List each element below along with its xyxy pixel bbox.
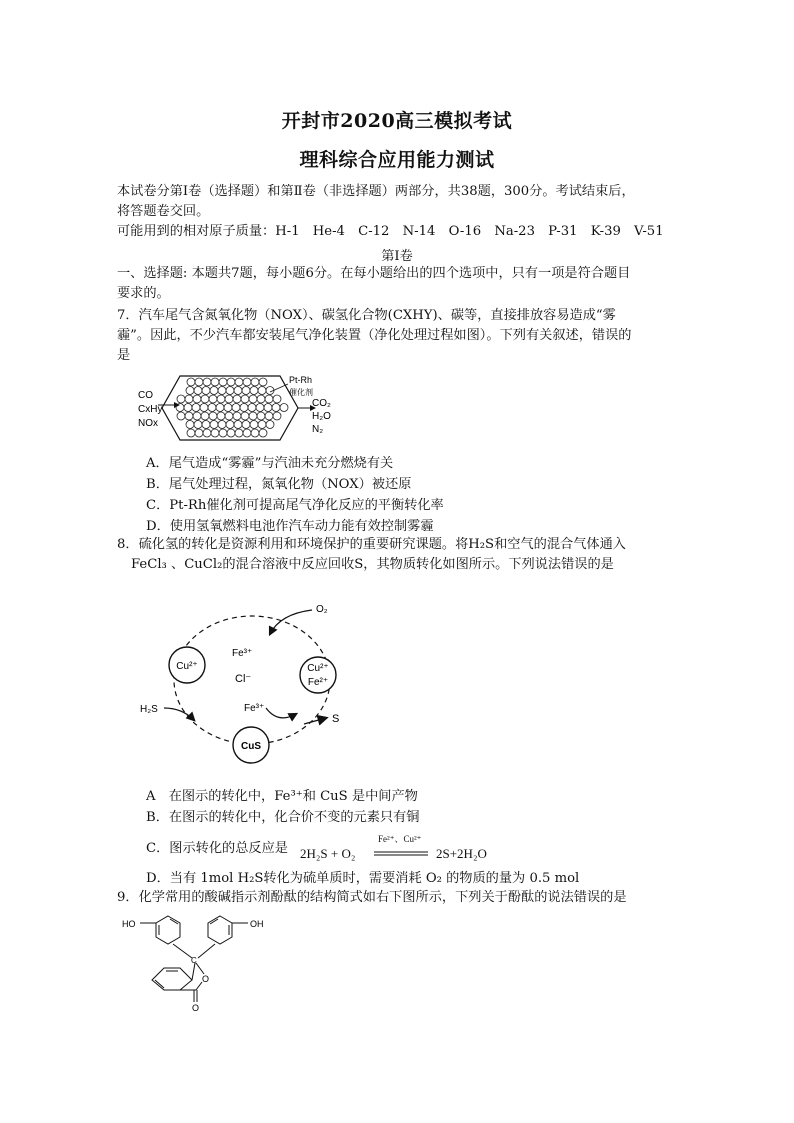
catalyst-label-cn: 催化剂 bbox=[289, 388, 313, 397]
q8-option-a: A 在图示的转化中，Fe³⁺和 CuS 是中间产物 bbox=[146, 789, 418, 804]
q8-option-d: D．当有 1mol H₂S转化为硫单质时，需要消耗 O₂ 的物质的量为 0.5 mol bbox=[146, 871, 580, 886]
input-nox: NOx bbox=[138, 418, 158, 429]
node-fe2-right: Fe²⁺ bbox=[307, 677, 329, 688]
catalyst-bead bbox=[210, 421, 218, 429]
catalyst-bead bbox=[234, 421, 242, 429]
catalyst-bead bbox=[201, 412, 209, 420]
catalyst-bead bbox=[243, 378, 251, 386]
output-n2: N₂ bbox=[312, 424, 324, 435]
catalyst-bead bbox=[233, 395, 241, 403]
catalyst-bead bbox=[265, 395, 273, 403]
q7-option-b: B．尾气处理过程，氮氧化物（NOX）被还原 bbox=[146, 477, 412, 492]
catalyst-bead bbox=[217, 395, 225, 403]
catalyst-bead bbox=[233, 412, 241, 420]
node-cus: CuS bbox=[241, 741, 261, 752]
catalytic-converter-figure bbox=[130, 372, 380, 444]
catalyst-bead bbox=[241, 395, 249, 403]
catalyst-bead bbox=[235, 378, 243, 386]
exam-subtitle: 理科综合应用能力测试 bbox=[299, 149, 495, 171]
q8-stem-line-1: 8．硫化氢的转化是资源利用和环境保护的重要研究课题。将H₂S和空气的混合气体通入 bbox=[117, 537, 626, 552]
catalyst-bead bbox=[217, 412, 225, 420]
q7-option-d: D．使用氢氧燃料电池作汽车动力能有效控制雾霾 bbox=[146, 519, 434, 534]
label-h2s: H₂S bbox=[140, 704, 158, 715]
catalyst-bead bbox=[203, 378, 211, 386]
catalyst-bead bbox=[187, 378, 195, 386]
label-o2: O₂ bbox=[316, 604, 328, 615]
catalyst-bead bbox=[211, 378, 219, 386]
catalyst-bead bbox=[249, 395, 257, 403]
catalyst-bead bbox=[186, 387, 194, 395]
catalyst-bead bbox=[248, 404, 256, 412]
section-instructions-1: 一、选择题: 本题共7题，每小题6分。在每小题给出的四个选项中，只有一项是符合题目 bbox=[117, 266, 631, 281]
catalyst-bead bbox=[259, 429, 267, 437]
catalyst-bead bbox=[257, 412, 265, 420]
node-cu-left: Cu²⁺ bbox=[176, 661, 198, 672]
intro-line-1: 本试卷分第Ⅰ卷（选择题）和第Ⅱ卷（非选择题）两部分，共38题，300分。考试结束后， bbox=[117, 184, 635, 199]
catalyst-bead bbox=[185, 412, 193, 420]
q8-option-c: C．图示转化的总反应是 bbox=[146, 841, 288, 856]
output-h2o: H₂O bbox=[312, 411, 331, 422]
catalyst-bead bbox=[195, 378, 203, 386]
node-cu-right: Cu²⁺ bbox=[307, 663, 329, 674]
catalyst-bead bbox=[242, 387, 250, 395]
catalyst-bead bbox=[227, 378, 235, 386]
catalyst-bead bbox=[273, 412, 281, 420]
q8-option-b: B．在图示的转化中，化合价不变的元素只有铜 bbox=[146, 810, 420, 825]
catalyst-bead bbox=[250, 387, 258, 395]
catalyst-bead bbox=[250, 421, 258, 429]
catalyst-bead bbox=[187, 429, 195, 437]
q7-option-a: A．尾气造成“雾霾”与汽油未充分燃烧有关 bbox=[146, 456, 394, 471]
catalyst-bead bbox=[225, 412, 233, 420]
catalyst-bead bbox=[177, 412, 185, 420]
catalyst-bead bbox=[193, 412, 201, 420]
label-ring-o: O bbox=[202, 974, 210, 984]
catalyst-bead bbox=[200, 404, 208, 412]
catalyst-bead bbox=[210, 387, 218, 395]
q7-stem-line-3: 是 bbox=[117, 348, 131, 363]
catalyst-bead bbox=[264, 404, 272, 412]
equation-condition: Fe²⁺、Cu²⁺ bbox=[378, 834, 422, 844]
output-co2: CO₂ bbox=[312, 398, 331, 409]
catalyst-bead bbox=[234, 387, 242, 395]
label-fe3-top: Fe³⁺ bbox=[232, 648, 253, 659]
volume-heading: 第Ⅰ卷 bbox=[381, 249, 413, 264]
q7-stem-line-1: 7．汽车尾气含氮氧化物（NOX）、碳氢化合物(CXHY)、碳等，直接排放容易造成“雾 bbox=[117, 308, 616, 323]
catalyst-bead bbox=[216, 404, 224, 412]
label-ho: HO bbox=[122, 919, 136, 929]
catalyst-bead bbox=[219, 429, 227, 437]
catalyst-bead bbox=[224, 404, 232, 412]
input-cxhy: CxHy bbox=[138, 404, 163, 415]
q9-stem: 9．化学常用的酸碱指示剂酚酞的结构简式如右下图所示，下列关于酚酞的说法错误的是 bbox=[117, 890, 627, 905]
catalyst-bead bbox=[226, 387, 234, 395]
catalyst-bead bbox=[251, 378, 259, 386]
catalyst-bead bbox=[266, 421, 274, 429]
catalyst-bead bbox=[193, 395, 201, 403]
exam-title: 开封市2020高三模拟考试 bbox=[281, 110, 513, 132]
catalyst-bead bbox=[241, 412, 249, 420]
catalyst-label: Pt-Rh bbox=[289, 375, 313, 385]
catalyst-bead bbox=[242, 421, 250, 429]
label-cl: Cl⁻ bbox=[235, 673, 252, 685]
catalyst-bead bbox=[226, 421, 234, 429]
catalyst-bead bbox=[256, 404, 264, 412]
h2s-conversion-cycle-figure bbox=[130, 596, 370, 766]
catalyst-bead bbox=[194, 387, 202, 395]
label-carbonyl-o: O bbox=[192, 1003, 200, 1013]
catalyst-bead bbox=[184, 404, 192, 412]
catalyst-bead bbox=[249, 412, 257, 420]
q7-option-c: C．Pt-Rh催化剂可提高尾气净化反应的平衡转化率 bbox=[146, 498, 444, 513]
catalyst-bead bbox=[280, 404, 288, 412]
label-s: S bbox=[332, 713, 340, 725]
equation-equals-sign bbox=[374, 851, 428, 857]
catalyst-bead bbox=[219, 378, 227, 386]
catalyst-bead bbox=[203, 429, 211, 437]
catalyst-bead bbox=[258, 387, 266, 395]
label-central-c: C bbox=[191, 956, 197, 965]
catalyst-bead bbox=[218, 387, 226, 395]
catalyst-bead bbox=[186, 421, 194, 429]
catalyst-bead bbox=[202, 387, 210, 395]
catalyst-bead bbox=[240, 404, 248, 412]
equation-reactants: 2H₂S + O₂ bbox=[300, 846, 356, 861]
equation-products: 2S+2H₂O bbox=[436, 846, 487, 861]
input-co: CO bbox=[138, 390, 153, 401]
catalyst-bead bbox=[232, 404, 240, 412]
catalyst-bead bbox=[201, 395, 209, 403]
catalyst-bead bbox=[243, 429, 251, 437]
catalyst-bead bbox=[259, 378, 267, 386]
atomic-masses: 可能用到的相对原子质量：H-1 He-4 C-12 N-14 O-16 Na-23 P-31 K-39 V-51 bbox=[117, 224, 664, 239]
catalyst-bead bbox=[258, 421, 266, 429]
catalyst-bead bbox=[225, 395, 233, 403]
label-oh: OH bbox=[250, 919, 264, 929]
catalyst-bead bbox=[211, 429, 219, 437]
q7-stem-line-2: 霾”。因此，不少汽车都安装尾气净化装置（净化处理过程如图）。下列有关叙述，错误的 bbox=[117, 328, 632, 343]
intro-line-2: 将答题卷交回。 bbox=[117, 204, 210, 219]
catalyst-bead bbox=[195, 429, 203, 437]
catalyst-bead bbox=[257, 395, 265, 403]
catalyst-bead bbox=[194, 421, 202, 429]
catalyst-bead bbox=[272, 404, 280, 412]
section-instructions-2: 要求的。 bbox=[117, 286, 170, 301]
q8-stem-line-2: FeCl₃ 、CuCl₂的混合溶液中反应回收S，其物质转化如图所示。下列说法错误的是 bbox=[131, 557, 614, 572]
catalyst-bead bbox=[227, 429, 235, 437]
catalyst-bead bbox=[235, 429, 243, 437]
catalyst-bead bbox=[265, 412, 273, 420]
catalyst-bead bbox=[177, 395, 185, 403]
phenolphthalein-structure bbox=[118, 906, 278, 1014]
catalyst-bead bbox=[185, 395, 193, 403]
catalyst-bead bbox=[208, 404, 216, 412]
catalyst-bead bbox=[251, 429, 259, 437]
label-fe3-bottom: Fe³⁺ bbox=[244, 703, 265, 714]
catalyst-bead bbox=[192, 404, 200, 412]
catalyst-bead bbox=[202, 421, 210, 429]
catalyst-bead bbox=[218, 421, 226, 429]
catalyst-bead bbox=[209, 412, 217, 420]
catalyst-bead bbox=[273, 395, 281, 403]
catalyst-bead bbox=[209, 395, 217, 403]
